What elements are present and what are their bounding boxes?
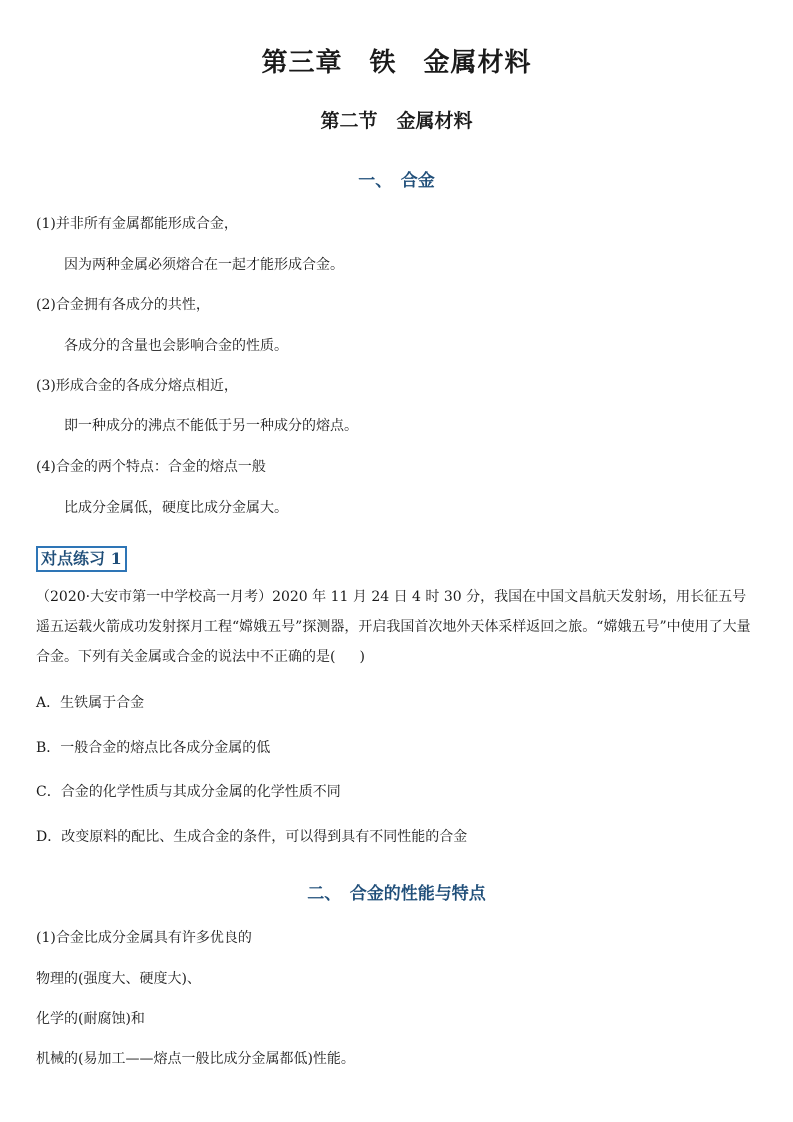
- option-b: B．一般合金的熔点比各成分金属的低: [36, 740, 271, 756]
- option-c: C．合金的化学性质与其成分金属的化学性质不同: [36, 784, 341, 800]
- point-2-main: (2)合金拥有各成分的共性，: [36, 297, 210, 313]
- point-4-main: (4)合金的两个特点：合金的熔点一般: [36, 459, 266, 475]
- practice-question: [36, 582, 760, 672]
- section-title: 第二节 金属材料: [320, 110, 473, 132]
- heading-alloy: 一、 合金: [358, 171, 435, 191]
- property-line-3: 化学的(耐腐蚀)和: [36, 1011, 145, 1027]
- heading-alloy-properties: 二、 合金的性能与特点: [307, 884, 486, 904]
- point-4-sub: 比成分金属低，硬度比成分金属大。: [64, 500, 288, 516]
- property-line-4: 机械的(易加工——熔点一般比成分金属都低)性能。: [36, 1051, 355, 1067]
- option-a: A．生铁属于合金: [36, 695, 145, 711]
- practice-question-text: （2020·大安市第一中学校高一月考）2020 年 11 月 24 日 4 时 30 分，我国在中国文昌航天发射场，用长征五号遥五运载火箭成功发射探月工程“嫦娥五号”探测器，开启我国首次地外天体采样返回之旅。“嫦娥五号”中使用了大量合金。下列有关金属或合金的说法中不正确的是(: [36, 589, 751, 665]
- option-d: D．改变原料的配比、生成合金的条件，可以得到具有不同性能的合金: [36, 829, 468, 845]
- point-3-sub: 即一种成分的沸点不能低于另一种成分的熔点。: [64, 418, 358, 434]
- point-3-main: (3)形成合金的各成分熔点相近，: [36, 378, 238, 394]
- property-line-1: (1)合金比成分金属具有许多优良的: [36, 930, 252, 946]
- practice-label: 对点练习 1: [36, 546, 127, 572]
- point-1-main: (1)并非所有金属都能形成合金，: [36, 216, 238, 232]
- point-2-sub: 各成分的含量也会影响合金的性质。: [64, 338, 288, 354]
- property-line-2: 物理的(强度大、硬度大)、: [36, 971, 201, 987]
- chapter-title: 第三章 铁 金属材料: [261, 48, 532, 78]
- practice-question-end: ): [359, 649, 365, 665]
- point-1-sub: 因为两种金属必须熔合在一起才能形成合金。: [64, 257, 344, 273]
